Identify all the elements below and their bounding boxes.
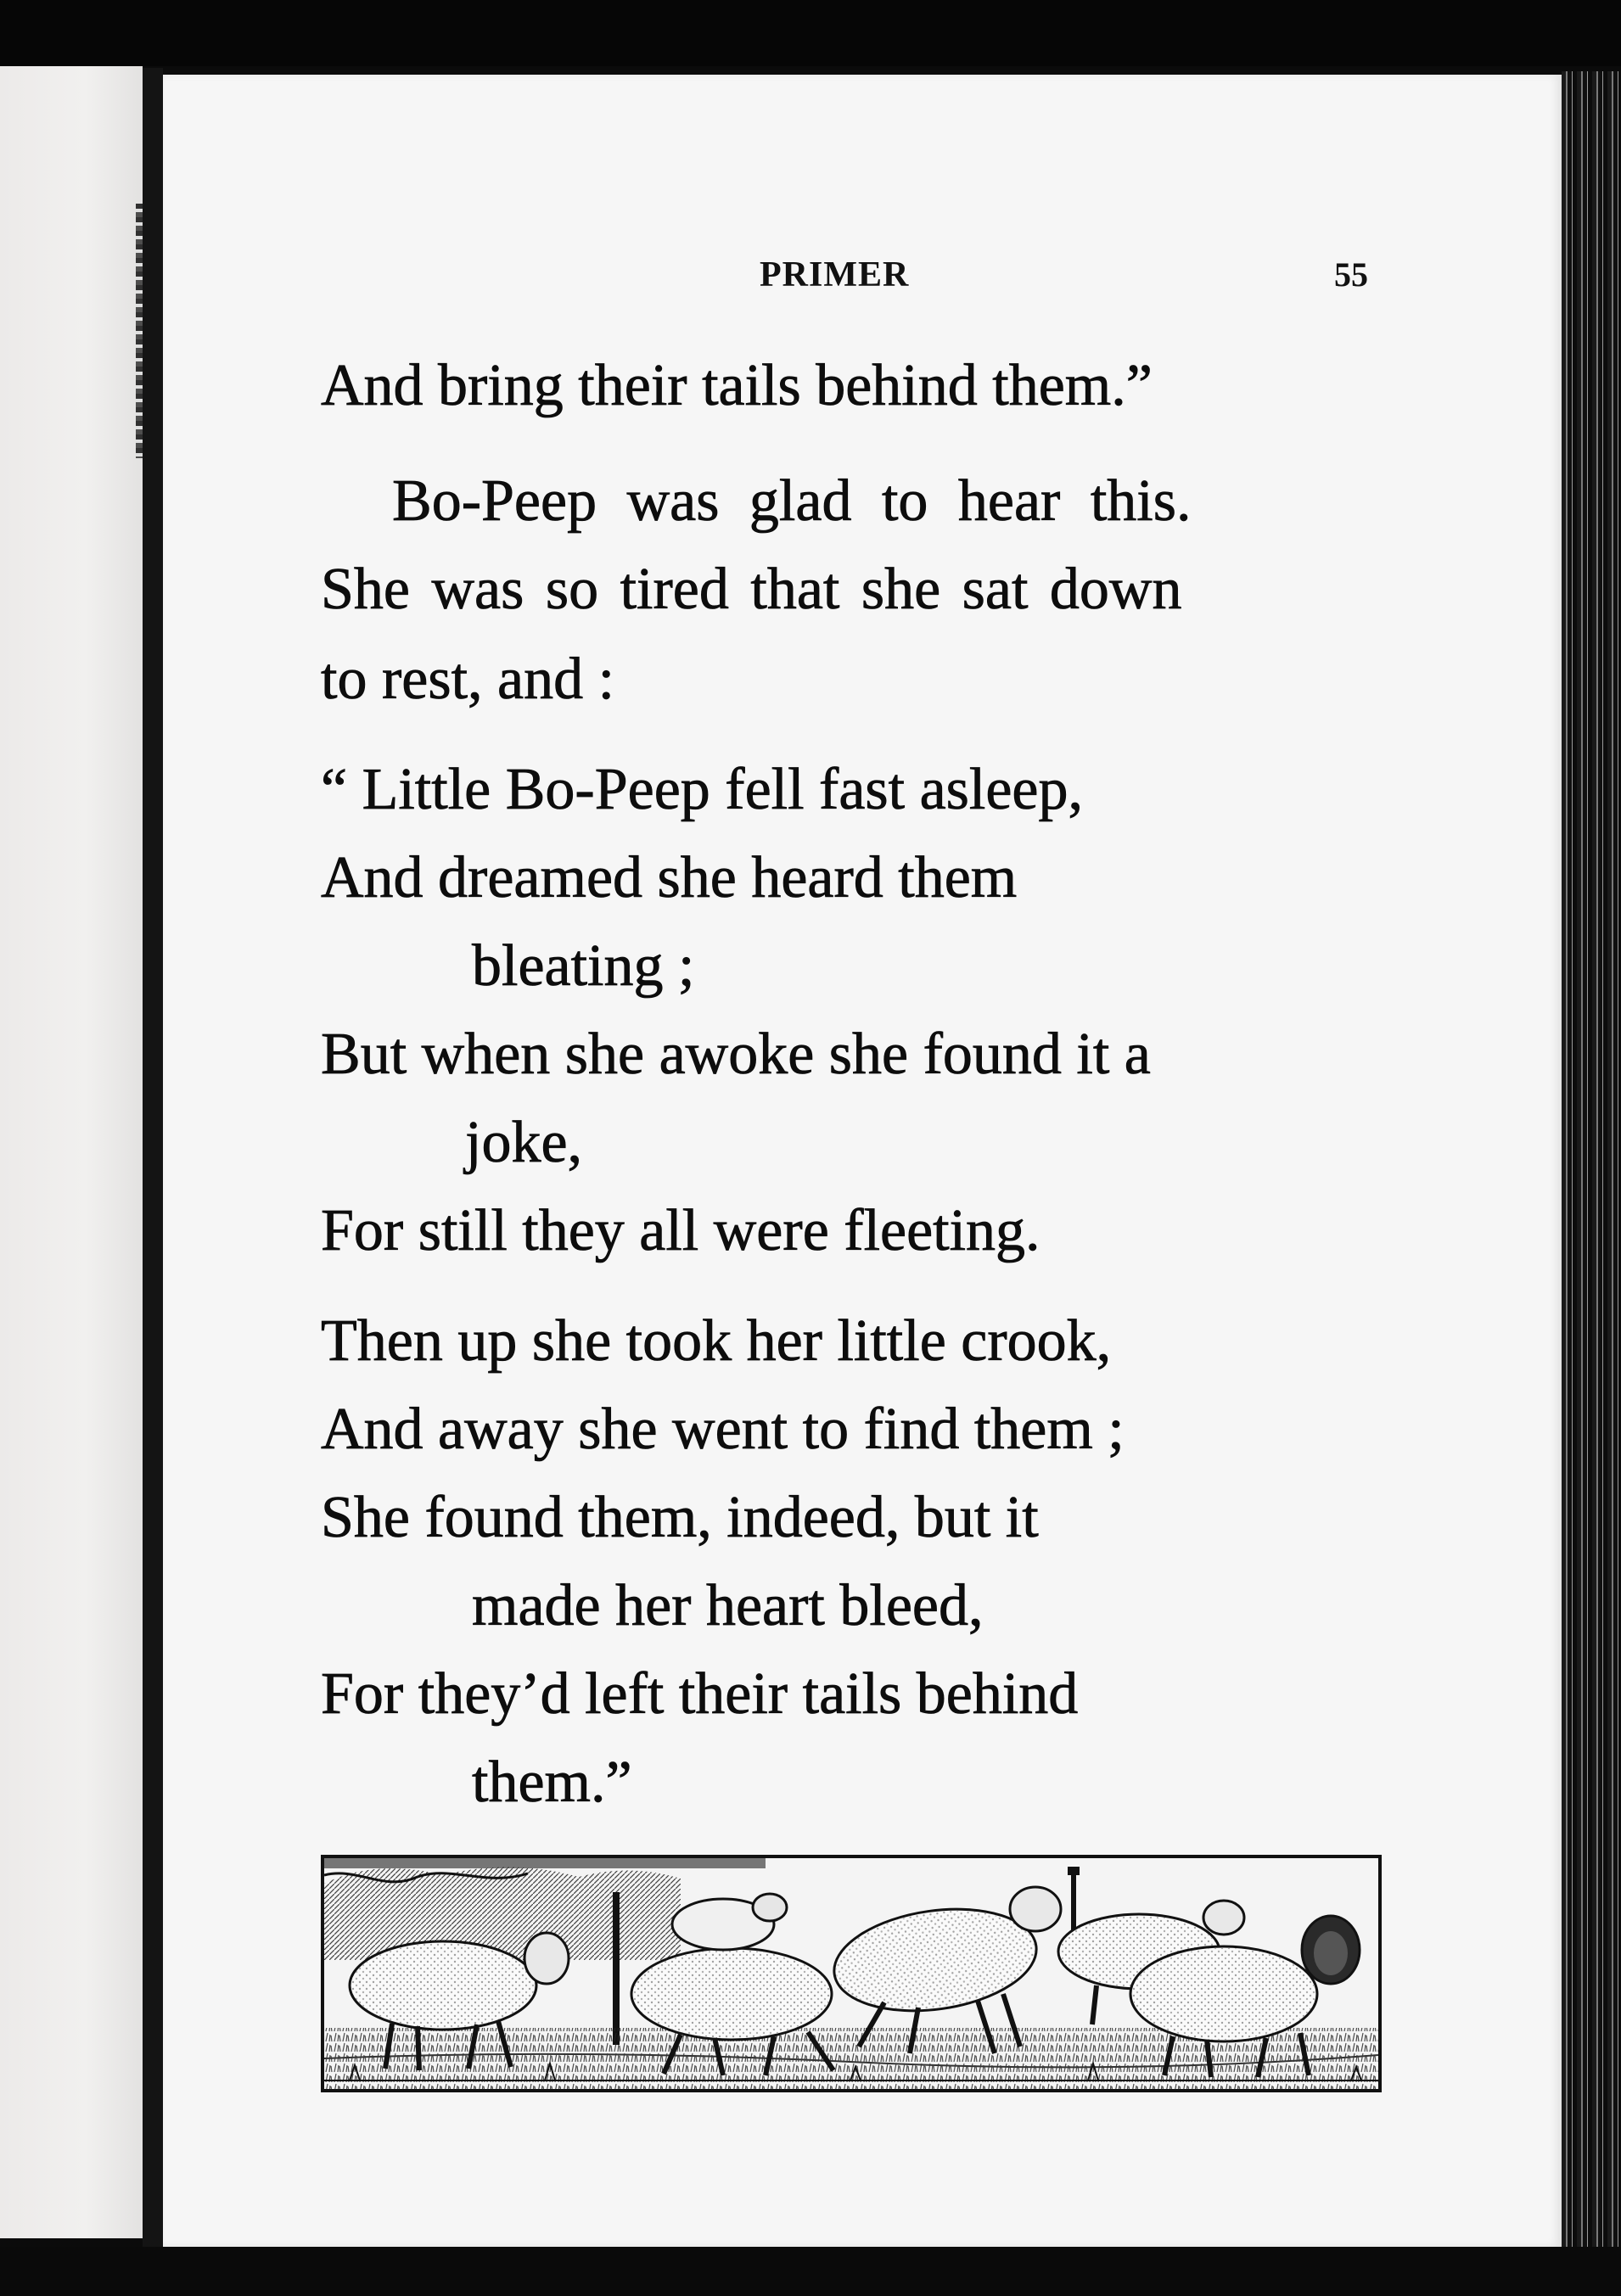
text-line: But when she awoke she found it a [321,1022,1151,1087]
text-line: And bring their tails behind them.” [321,353,1153,418]
text-line: to rest, and : [321,647,615,712]
book-gutter [143,68,163,2257]
text-line: “ Little Bo-Peep fell fast asleep, [321,757,1084,822]
text-line: And away she went to find them ; [321,1397,1125,1462]
text-line: Bo-Peep was glad to hear this. [392,468,1192,534]
text-line: And dreamed she heard them [321,845,1018,910]
text-line: them.” [472,1750,632,1815]
text-line: joke, [465,1110,583,1175]
text-line: For still they all were fleeting. [321,1198,1040,1263]
page-stack-edge [1562,71,1621,2277]
text-line: Then up she took her little crook, [321,1308,1112,1374]
text-line: She was so tired that she sat down [321,557,1182,622]
text-line: For they’d left their tails behind [321,1661,1079,1727]
scan-top-border [0,0,1621,66]
sheep-illustration [321,1855,1382,2092]
text-line: made her heart bleed, [472,1573,984,1638]
text-line: She found them, indeed, but it [321,1485,1039,1550]
running-head-title: PRIMER [760,255,910,294]
scan-bottom-border [0,2247,1621,2296]
page-number: 55 [1334,255,1368,294]
facing-page-edge [0,66,143,2238]
text-line: bleating ; [472,933,695,999]
